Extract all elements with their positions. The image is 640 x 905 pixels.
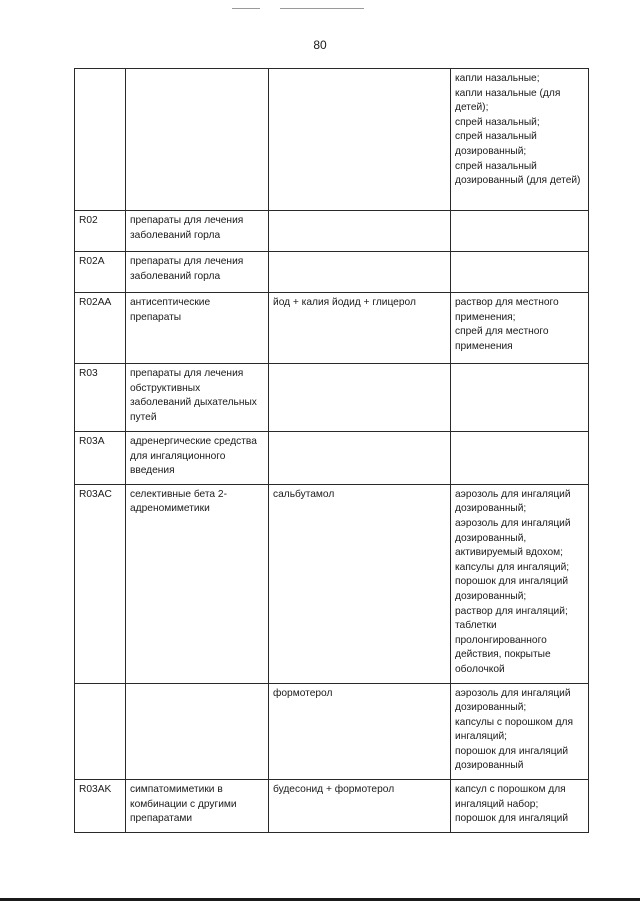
substance-cell (269, 69, 451, 211)
scan-mark-right (280, 8, 364, 9)
table-row (75, 484, 589, 683)
group-cell: препараты для лечения заболеваний горла (126, 252, 269, 293)
substance-cell (269, 432, 451, 485)
scan-mark-left (232, 8, 260, 9)
group-cell: препараты для лечения обструктивных заболеваний дыхательных путей (126, 364, 269, 432)
substance-cell: формотерол (269, 683, 451, 780)
table-row (75, 780, 589, 833)
substance-cell: йод + калия йодид + глицерол (269, 293, 451, 364)
substance-cell (269, 211, 451, 252)
atc-code-cell: R03AC (75, 484, 126, 683)
atc-code-cell: R02AA (75, 293, 126, 364)
table-row (75, 293, 589, 364)
substance-cell (269, 364, 451, 432)
atc-code-cell: R02A (75, 252, 126, 293)
group-cell (126, 69, 269, 211)
drug-table (74, 68, 589, 833)
dosage-form-cell: капли назальные; капли назальные (для детей); спрей назальный; спрей назальный дозированный; спрей назальный дозированный (для детей) (451, 69, 589, 211)
dosage-form-cell (451, 252, 589, 293)
bottom-rule (0, 898, 640, 901)
substance-cell: будесонид + формотерол (269, 780, 451, 833)
atc-code-cell (75, 69, 126, 211)
group-cell: адренергические средства для ингаляционного введения (126, 432, 269, 485)
page-number: 80 (313, 38, 327, 52)
dosage-form-cell (451, 211, 589, 252)
atc-code-cell (75, 683, 126, 780)
substance-cell: сальбутамол (269, 484, 451, 683)
table-row (75, 364, 589, 432)
table-row (75, 432, 589, 485)
dosage-form-cell (451, 364, 589, 432)
group-cell: селективные бета 2-адреномиметики (126, 484, 269, 683)
group-cell: антисептические препараты (126, 293, 269, 364)
table-row (75, 69, 589, 211)
atc-code-cell: R03A (75, 432, 126, 485)
dosage-form-cell: аэрозоль для ингаляций дозированный; аэрозоль для ингаляций дозированный, активируемый вдохом; капсулы для ингаляций; порошок для ингаляций дозированный; раствор для ингаляций; таблетки пролонгированного действия, покрытые оболочкой (451, 484, 589, 683)
table-row (75, 252, 589, 293)
group-cell: симпатомиметики в комбинации с другими препаратами (126, 780, 269, 833)
group-cell: препараты для лечения заболеваний горла (126, 211, 269, 252)
atc-code-cell: R03AK (75, 780, 126, 833)
group-cell (126, 683, 269, 780)
atc-code-cell: R02 (75, 211, 126, 252)
substance-cell (269, 252, 451, 293)
table-row (75, 211, 589, 252)
dosage-form-cell: раствор для местного применения; спрей для местного применения (451, 293, 589, 364)
dosage-form-cell: аэрозоль для ингаляций дозированный; капсулы с порошком для ингаляций; порошок для ингаляций дозированный (451, 683, 589, 780)
table-row (75, 683, 589, 780)
dosage-form-cell: капсул с порошком для ингаляций набор; порошок для ингаляций (451, 780, 589, 833)
atc-code-cell: R03 (75, 364, 126, 432)
dosage-form-cell (451, 432, 589, 485)
